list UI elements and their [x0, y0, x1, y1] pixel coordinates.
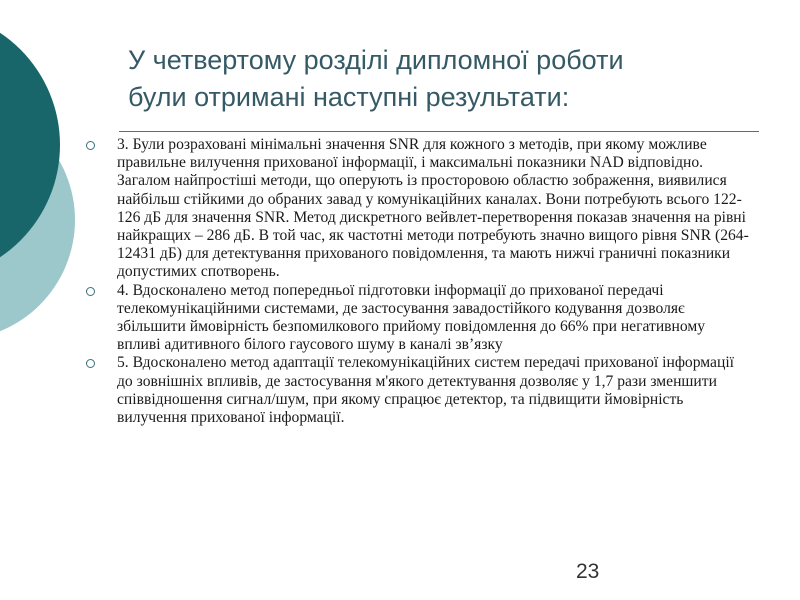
slide-title-line-2: були отримані наступні результати: [128, 82, 570, 112]
circle-bullet-icon [86, 287, 95, 296]
page-number: 23 [576, 560, 600, 583]
title-divider [119, 131, 759, 132]
list-item-text: 5. Вдосконалено метод адаптації телекомунікаційних систем передачі прихованої інформації до зовнішніх впливів, де застосування м'якого детектування дозволяє у 1,7 рази зменшити співвідношення сигнал/шум, при якому спрацює детектор, та підвищити ймовірність вилучення прихованої інформації. [117, 354, 734, 427]
circle-bullet-icon [86, 359, 95, 368]
list-item-text: 4. Вдосконалено метод попередньої підготовки інформації до прихованої передачі телекомунікаційними системами, де застосування завадостійкого кодування дозволяє збільшити ймовірність безпомилкового прийому повідомлення до 66% при негативному впливі адитивного білого гаусового шуму в каналі зв’язку [117, 281, 706, 354]
list-item-text: 3. Були розраховані мінімальні значення SNR для кожного з методів, при якому можливе правильне вилучення прихованої інформації, і максимальні показники NAD відповідно. Загалом найпростіші методи, що оперують із просторовою областю зображення, виявилися найбільш стійкими до обраних завад у комунікаційних каналах. Вони потребують всього 122-126 дБ для значення SNR. Метод дискретного вейвлет-перетворення показав значення на рівні найкращих – 286 дБ. В той час, як частотні методи потребують значно вищого рівня SNR (264- 12431 дБ) для детектування прихованого повідомлення, та мають нижчі граничні показники допустимих спотворень. [117, 136, 749, 281]
results-list [86, 136, 751, 427]
list-item [86, 136, 751, 282]
slide-title [128, 42, 768, 116]
list-item [86, 282, 751, 355]
circle-bullet-icon [86, 141, 95, 150]
slide-title-line-1: У четвертому розділі дипломної роботи [128, 45, 624, 75]
list-item [86, 354, 751, 427]
